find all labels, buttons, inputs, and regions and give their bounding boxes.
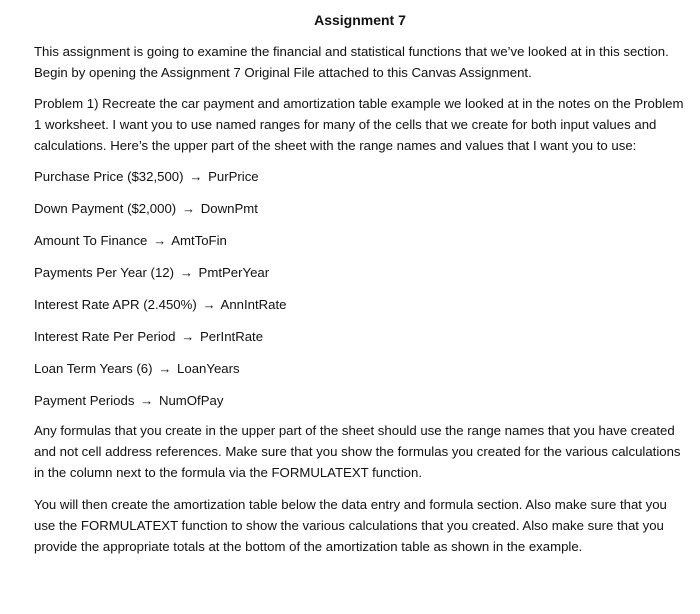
range-name: PmtPerYear — [198, 265, 270, 280]
right-arrow-icon: → — [158, 361, 172, 376]
range-item-loan-term-years — [34, 358, 686, 379]
right-arrow-icon: → — [140, 393, 154, 408]
range-name: LoanYears — [177, 361, 240, 376]
range-label: Purchase Price ($32,500) — [34, 169, 184, 184]
right-arrow-icon: → — [181, 201, 196, 216]
problem-1-paragraph: Problem 1) Recreate the car payment and amortization table example we looked at in the notes on the Problem 1 worksheet. I want you to use named ranges for many of the cells that we create for both input values and calculations. Here’s the upper part of the sheet with the range names and values that I want you to use: — [34, 96, 684, 153]
range-label: Interest Rate Per Period — [34, 329, 176, 344]
range-item-interest-rate-apr — [34, 294, 686, 315]
amortization-table-paragraph: You will then create the amortization table below the data entry and formula section. Also make sure that you use the FORMULATEXT function to show the various calculations that you created. Also make sure that you provide the appropriate totals at the bottom of the amortization table as shown in the example. — [34, 497, 667, 554]
range-label: Amount To Finance — [34, 233, 148, 248]
range-name: AmtToFin — [171, 233, 227, 248]
intro-paragraph: This assignment is going to examine the financial and statistical functions that we’ve looked at in this section. Begin by opening the Assignment 7 Original File attached to this Canvas Assignment. — [34, 44, 669, 80]
range-name: DownPmt — [200, 201, 258, 216]
range-label: Loan Term Years (6) — [34, 361, 153, 376]
range-item-down-payment — [34, 198, 686, 219]
range-label: Payments Per Year (12) — [34, 265, 175, 280]
range-label: Payment Periods — [34, 393, 135, 408]
range-name: NumOfPay — [158, 393, 224, 408]
range-label: Down Payment ($2,000) — [34, 201, 177, 216]
range-item-payment-periods — [34, 390, 686, 411]
range-name-list — [34, 166, 686, 411]
range-item-purchase-price — [34, 166, 686, 187]
formula-instructions-paragraph: Any formulas that you create in the upper part of the sheet should use the range names that you have created and not cell address references. Make sure that you show the formulas you created for the various calculations in the column next to the formula via the FORMULATEXT function. — [34, 423, 681, 480]
right-arrow-icon: → — [179, 265, 193, 280]
range-name: AnnIntRate — [220, 297, 287, 312]
right-arrow-icon: → — [202, 297, 216, 312]
right-arrow-icon: → — [181, 329, 195, 344]
range-item-payments-per-year — [34, 262, 686, 283]
range-item-interest-rate-per-period — [34, 326, 686, 347]
range-name: PerIntRate — [200, 329, 264, 344]
right-arrow-icon: → — [189, 169, 203, 184]
range-name: PurPrice — [208, 169, 259, 184]
document-title: Assignment 7 — [314, 12, 406, 28]
range-label: Interest Rate APR (2.450%) — [34, 297, 197, 312]
right-arrow-icon: → — [153, 233, 167, 248]
range-item-amount-to-finance — [34, 230, 686, 251]
